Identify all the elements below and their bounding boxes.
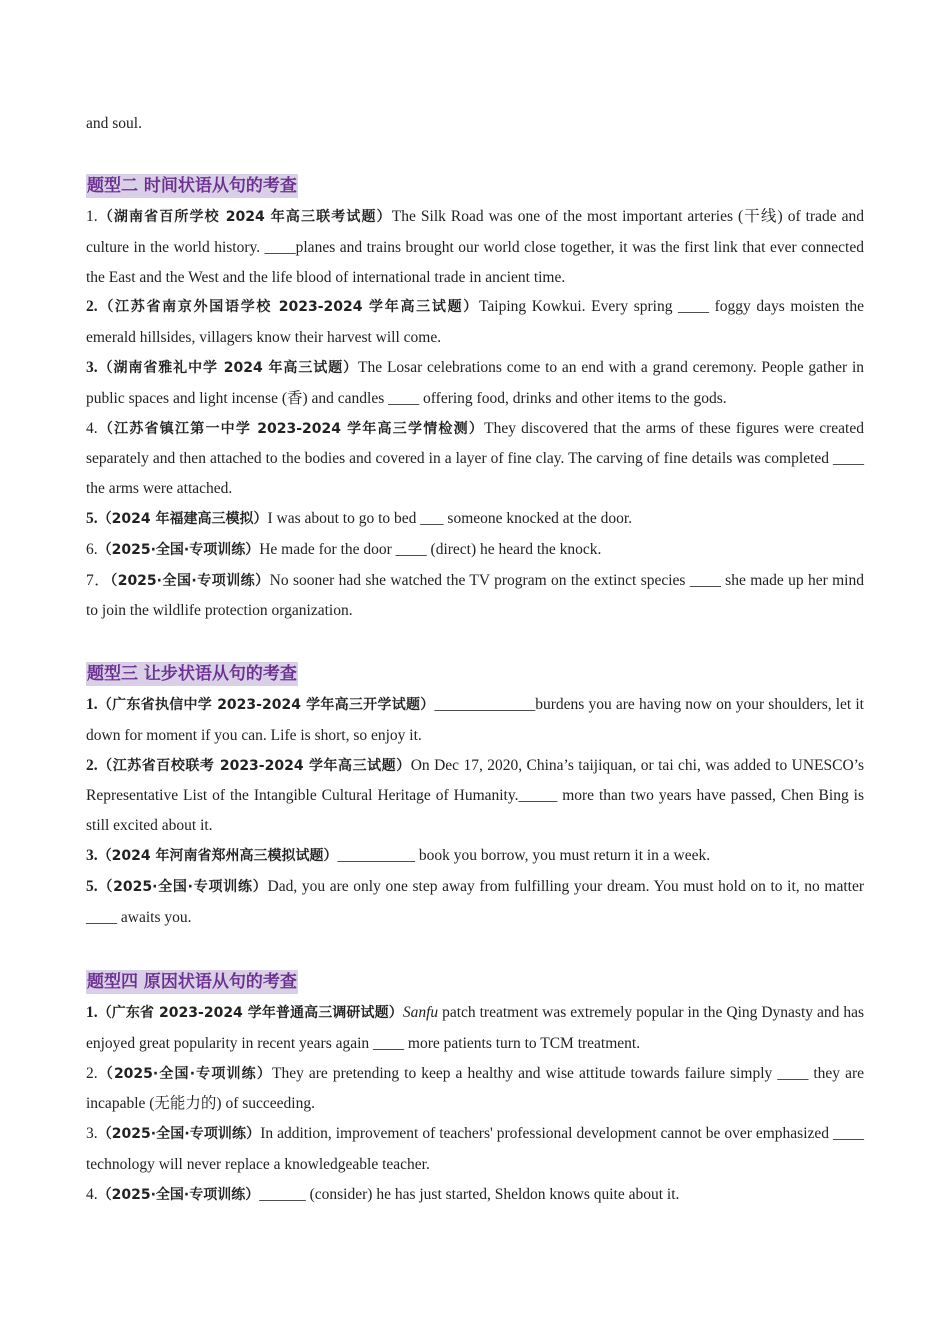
question-item	[86, 292, 864, 353]
question-item	[86, 1119, 864, 1180]
question-number: 6.	[86, 540, 98, 558]
question-number: 5.	[86, 509, 98, 527]
question-source: （江苏省镇江第一中学 2023-2024 学年高三学情检测）	[97, 420, 485, 437]
question-text: On Dec 17, 2020, China’s taijiquan, or tai chi, was added to UNESCO’s Representative List of the Intangible Cultural Heritage of Humanity._____ more than two years have passed, Chen Bing is still excited about it.	[86, 756, 864, 835]
question-number: 1.	[86, 208, 98, 225]
section-time-clause	[86, 174, 864, 626]
section-reason-clause	[86, 970, 864, 1211]
question-item	[86, 1180, 864, 1211]
question-item	[86, 1059, 864, 1120]
question-number: 5.	[86, 877, 98, 895]
question-number: 2.	[86, 756, 98, 774]
question-text: __________ book you borrow, you must return it in a week.	[337, 846, 711, 864]
question-source: （湖南省百所学校 2024 年高三联考试题）	[97, 209, 392, 225]
question-source: （2025·全国·专项训练）	[97, 1126, 261, 1143]
question-text: They are pretending to keep a healthy and wise attitude towards failure simply ____ they are incapable (无能力的) of succeeding.	[86, 1064, 864, 1113]
question-number: 2.	[86, 298, 98, 316]
question-text: In addition, improvement of teachers' professional development cannot be over emphasized ____ technology will never replace a knowledgeable teacher.	[86, 1125, 864, 1173]
question-item	[86, 353, 864, 414]
question-number: 3.	[86, 358, 98, 376]
question-number: 3.	[86, 1125, 98, 1143]
question-number: 1.	[86, 1004, 98, 1021]
question-number: 4.	[86, 1185, 98, 1203]
question-number: 1.	[86, 696, 98, 713]
question-text: _____________burdens you are having now on your shoulders, let it down for moment if you can. Life is short, so enjoy it.	[86, 696, 864, 744]
question-source: （广东省 2023-2024 学年普通高三调研试题）	[97, 1005, 403, 1021]
question-source: （江苏省南京外国语学校 2023-2024 学年高三试题）	[97, 299, 480, 316]
question-source: （2025·全国·专项训练）	[97, 541, 260, 558]
italic-term: Sanfu	[402, 1004, 439, 1021]
section-concession-clause	[86, 662, 864, 932]
section-heading: 题型二 时间状语从句的考查	[87, 176, 297, 196]
question-text: Taiping Kowkui. Every spring ____ foggy days moisten the emerald hillsides, villagers know their harvest will come.	[86, 298, 864, 347]
question-number: 2.	[86, 1064, 98, 1082]
question-text: I was about to go to bed ___ someone knocked at the door.	[267, 509, 633, 527]
intro-tail-text: and soul.	[86, 115, 142, 132]
question-text: patch treatment was extremely popular in the Qing Dynasty and has enjoyed great popularity in recent years again ____ more patients turn to TCM treatment.	[86, 1004, 864, 1052]
question-text: They discovered that the arms of these figures were created separately and then attached to the bodies and covered in a layer of fine clay. The carving of fine details was completed ____ the arms were attached.	[86, 419, 864, 498]
question-item	[86, 535, 864, 566]
question-text: ______ (consider) he has just started, Sheldon knows quite about it.	[259, 1185, 680, 1203]
question-item	[86, 872, 864, 933]
question-source: （湖南省雅礼中学 2024 年高三试题）	[97, 359, 359, 376]
question-source: （2025·全国·专项训练）	[110, 572, 270, 589]
question-text: He made for the door ____ (direct) he heard the knock.	[259, 540, 602, 558]
question-text: Dad, you are only one step away from fulfilling your dream. You must hold on to it, no matter ____ awaits you.	[86, 877, 864, 926]
question-item	[86, 998, 864, 1059]
question-text: The Silk Road was one of the most important arteries (干线) of trade and culture in the world history. ____planes and trains brought our world close together, it was the first link that ever connected the East and the West and the life blood of international trade in ancient time.	[86, 208, 864, 286]
question-source: （2025·全国·专项训练）	[97, 878, 268, 895]
question-source: （广东省执信中学 2023-2024 学年高三开学试题）	[97, 697, 435, 713]
question-item	[86, 841, 864, 872]
question-item	[86, 202, 864, 292]
section-heading: 题型四 原因状语从句的考查	[87, 972, 297, 992]
question-item	[86, 751, 864, 841]
question-item	[86, 566, 864, 627]
section-heading: 题型三 让步状语从句的考查	[87, 664, 297, 684]
question-number: 3.	[86, 846, 98, 864]
question-source: （2024 年福建高三模拟）	[97, 510, 268, 527]
question-source: （2025·全国·专项训练）	[97, 1065, 272, 1082]
question-number: 7．	[86, 571, 111, 589]
question-source: （2024 年河南省郑州高三模拟试题）	[97, 847, 338, 864]
question-text: No sooner had she watched the TV program on the extinct species ____ she made up her mind to join the wildlife protection organization.	[86, 571, 864, 620]
question-source: （2025·全国·专项训练）	[97, 1186, 260, 1203]
question-source: （江苏省百校联考 2023-2024 学年高三试题）	[97, 757, 411, 774]
question-item	[86, 504, 864, 535]
question-number: 4.	[86, 419, 98, 437]
question-text: The Losar celebrations come to an end with a grand ceremony. People gather in public spaces and light incense (香) and candles ____ offering food, drinks and other items to the gods.	[86, 358, 865, 407]
question-item	[86, 690, 864, 751]
question-item	[86, 414, 864, 504]
